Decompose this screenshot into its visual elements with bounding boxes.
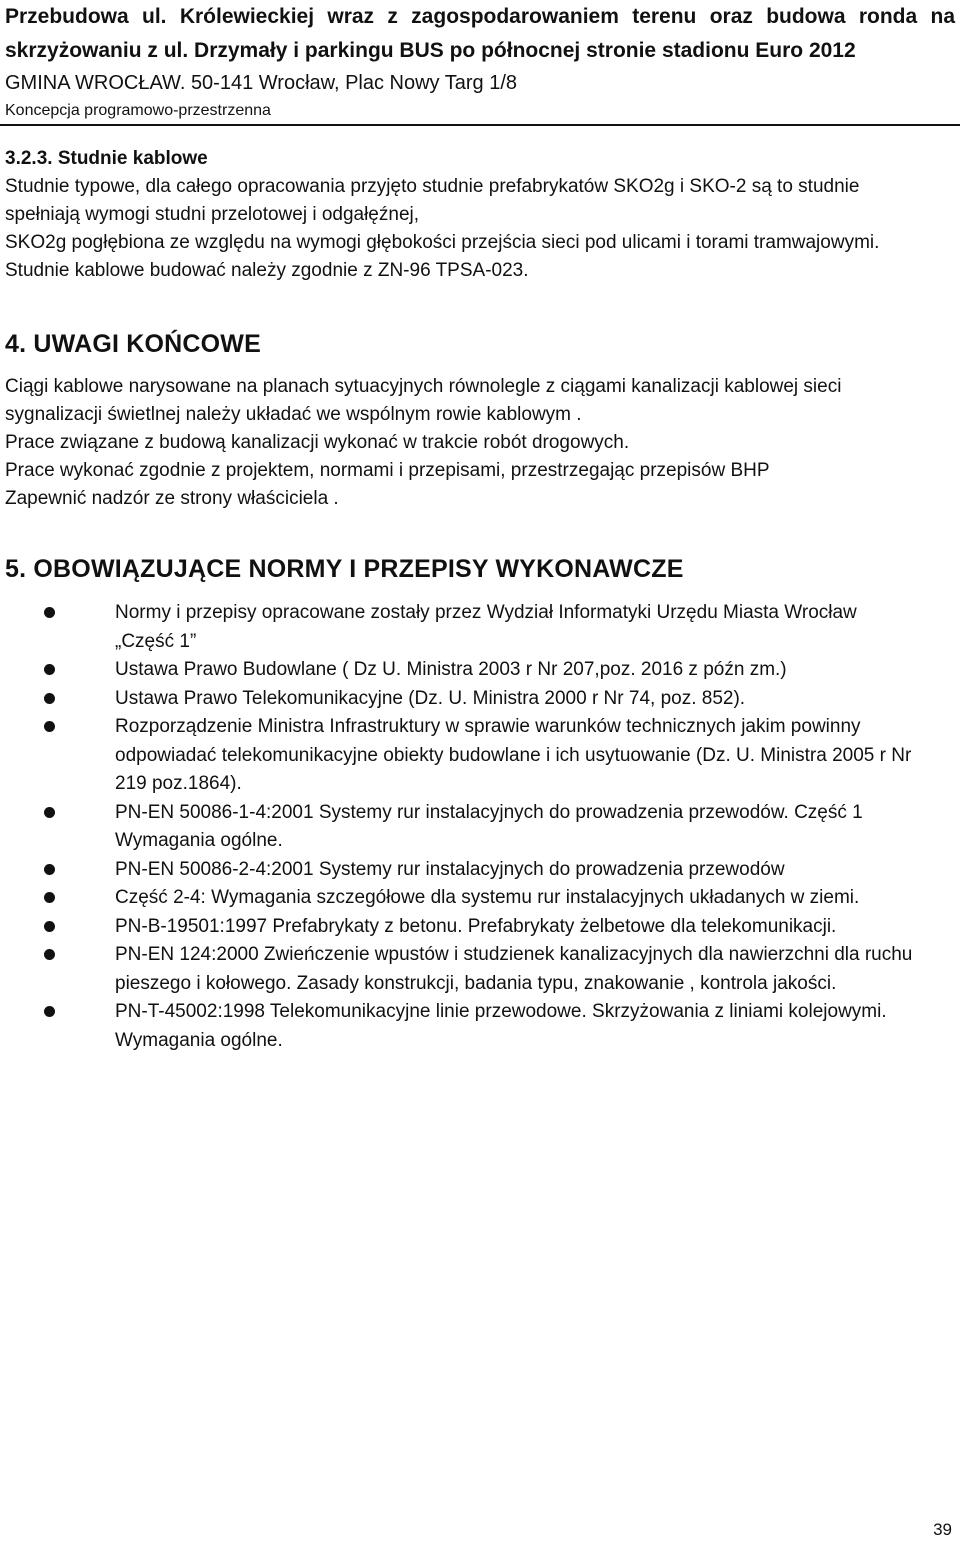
header-divider bbox=[0, 124, 960, 126]
list-item-line: Ustawa Prawo Budowlane ( Dz U. Ministra 2003 r Nr 207,poz. 2016 z późn zm.) bbox=[115, 659, 787, 680]
list-item-line: Ustawa Prawo Telekomunikacyjne (Dz. U. Ministra 2000 r Nr 74, poz. 852). bbox=[115, 687, 746, 709]
list-item-line: Część 2-4: Wymagania szczegółowe dla systemu rur instalacyjnych układanych w ziemi. bbox=[115, 887, 860, 908]
paragraph-line: sygnalizacji świetlnej należy układać we wspólnym rowie kablowym . bbox=[5, 404, 582, 425]
header-title-line-1: Przebudowa ul. Królewieckiej wraz z zagospodarowaniem terenu oraz budowa ronda na bbox=[5, 5, 955, 28]
paragraph-line: Zapewnić nadzór ze strony właściciela . bbox=[5, 488, 339, 509]
list-item-line: PN-B-19501:1997 Prefabrykaty z betonu. Prefabrykaty żelbetowe dla telekomunikacji. bbox=[115, 915, 837, 937]
paragraph-line: Ciągi kablowe narysowane na planach sytuacyjnych równolegle z ciągami kanalizacji kablowej sieci bbox=[5, 376, 842, 397]
section-3-2-3-heading: 3.2.3. Studnie kablowe bbox=[5, 148, 208, 169]
page-number: 39 bbox=[933, 1520, 952, 1539]
bullet-icon bbox=[44, 949, 55, 960]
list-item bbox=[44, 713, 944, 799]
paragraph-line: spełniają wymogi studni przelotowej i odgałęźnej, bbox=[5, 204, 420, 225]
bullet-icon bbox=[44, 664, 55, 675]
bullet-icon bbox=[44, 693, 55, 704]
list-item-line: 219 poz.1864). bbox=[115, 773, 242, 794]
section-3-2-3 bbox=[5, 145, 945, 285]
list-item-line: PN-T-45002:1998 Telekomunikacyjne linie przewodowe. Skrzyżowania z liniami kolejowymi. bbox=[115, 1001, 887, 1022]
bullet-icon bbox=[44, 921, 55, 932]
list-item-line: PN-EN 50086-2-4:2001 Systemy rur instalacyjnych do prowadzenia przewodów bbox=[115, 858, 785, 880]
list-item bbox=[44, 913, 944, 942]
list-item-line: Wymagania ogólne. bbox=[115, 1029, 283, 1051]
section-5-heading: 5. OBOWIĄZUJĄCE NORMY I PRZEPISY WYKONAWCZE bbox=[5, 555, 684, 583]
paragraph-line: Prace związane z budową kanalizacji wykonać w trakcie robót drogowych. bbox=[5, 432, 630, 453]
section-4-heading: 4. UWAGI KOŃCOWE bbox=[5, 330, 261, 358]
bullet-icon bbox=[44, 892, 55, 903]
list-item bbox=[44, 941, 944, 998]
list-item bbox=[44, 656, 944, 685]
bullet-icon bbox=[44, 864, 55, 875]
norms-list bbox=[44, 599, 944, 1055]
paragraph-line: Studnie typowe, dla całego opracowania przyjęto studnie prefabrykatów SKO2g i SKO-2 są to studnie bbox=[5, 176, 860, 197]
list-item bbox=[44, 856, 944, 885]
bullet-icon bbox=[44, 607, 55, 618]
paragraph-line: Studnie kablowe budować należy zgodnie z ZN-96 TPSA-023. bbox=[5, 260, 529, 281]
page-header bbox=[5, 0, 955, 124]
list-item bbox=[44, 799, 944, 856]
paragraph-line: SKO2g pogłębiona ze względu na wymogi głębokości przejścia sieci pod ulicami i torami tramwajowymi. bbox=[5, 232, 880, 253]
list-item bbox=[44, 998, 944, 1055]
list-item-line: „Część 1” bbox=[115, 630, 197, 652]
list-item bbox=[44, 599, 944, 656]
list-item-line: Rozporządzenie Ministra Infrastruktury w sprawie warunków technicznych jakim powinny bbox=[115, 716, 861, 737]
list-item-line: Normy i przepisy opracowane zostały przez Wydział Informatyki Urzędu Miasta Wrocław bbox=[115, 602, 857, 623]
bullet-icon bbox=[44, 1006, 55, 1017]
header-subtitle: Koncepcja programowo-przestrzenna bbox=[5, 102, 271, 119]
section-5 bbox=[5, 552, 945, 586]
bullet-icon bbox=[44, 721, 55, 732]
list-item-line: pieszego i kołowego. Zasady konstrukcji, badania typu, znakowanie , kontrola jakości. bbox=[115, 972, 837, 994]
paragraph-line: Prace wykonać zgodnie z projektem, normami i przepisami, przestrzegając przepisów BHP bbox=[5, 460, 770, 481]
header-gmina: GMINA WROCŁAW. 50-141 Wrocław, Plac Nowy Targ 1/8 bbox=[5, 72, 518, 94]
list-item-line: PN-EN 124:2000 Zwieńczenie wpustów i studzienek kanalizacyjnych dla nawierzchni dla ruchu bbox=[115, 944, 913, 965]
bullet-icon bbox=[44, 807, 55, 818]
list-item-line: odpowiadać telekomunikacyjne obiekty budowlane i ich usytuowanie (Dz. U. Ministra 2005 r Nr bbox=[115, 744, 912, 766]
section-4 bbox=[5, 327, 945, 513]
list-item-line: PN-EN 50086-1-4:2001 Systemy rur instalacyjnych do prowadzenia przewodów. Część 1 bbox=[115, 801, 863, 823]
list-item-line: Wymagania ogólne. bbox=[115, 830, 283, 851]
list-item bbox=[44, 884, 944, 913]
header-title-line-2: skrzyżowaniu z ul. Drzymały i parkingu BUS po północnej stronie stadionu Euro 2012 bbox=[5, 39, 856, 62]
list-item bbox=[44, 685, 944, 714]
